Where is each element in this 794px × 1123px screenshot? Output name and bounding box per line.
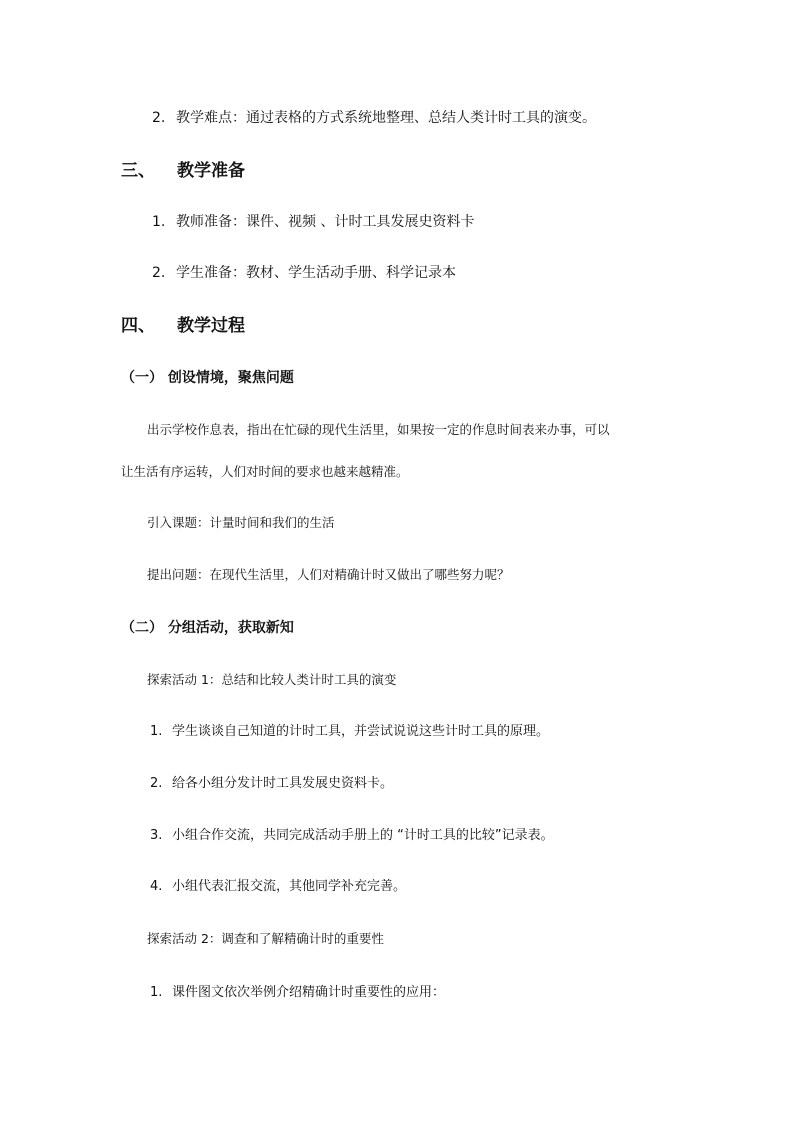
subsection-heading-2: （二） 分组活动，获取新知	[121, 620, 294, 636]
activity-step	[150, 986, 445, 999]
subsection-heading-1: （一） 创设情境，聚焦问题	[121, 370, 294, 386]
paragraph-intro: 引入课题：计量时间和我们的生活	[147, 515, 335, 530]
list-text: 学生谈谈自己知道的计时工具，并尝试说说这些计时工具的原理。	[172, 724, 550, 739]
list-number: 1.	[152, 214, 166, 230]
paragraph-question: 提出问题：在现代生活里，人们对精确计时又做出了哪些努力呢？	[147, 567, 510, 582]
list-text: 课件图文依次举例介绍精确计时重要性的应用：	[172, 985, 446, 1000]
activity-step	[150, 829, 554, 842]
list-number: 2.	[150, 776, 163, 791]
section-number: 三、	[121, 161, 155, 181]
section-heading-process	[121, 318, 245, 335]
section-title: 教学准备	[177, 161, 245, 181]
list-text: 教学难点：通过表格的方式系统地整理、总结人类计时工具的演变。	[176, 110, 596, 126]
section-title: 教学过程	[177, 316, 245, 336]
paragraph-line: 让生活有序运转，人们对时间的要求也越来越精准。	[121, 464, 409, 479]
prep-item-teacher	[152, 215, 474, 229]
section-number: 四、	[121, 316, 155, 336]
list-text: 小组代表汇报交流，其他同学补充完善。	[172, 879, 407, 894]
activity-title-2: 探索活动 2：调查和了解精确计时的重要性	[147, 931, 384, 946]
list-text: 小组合作交流，共同完成活动手册上的 “计时工具的比较”记录表。	[172, 828, 554, 843]
list-number: 2.	[152, 265, 166, 281]
list-text: 给各小组分发计时工具发展史资料卡。	[172, 776, 394, 791]
list-text: 教师准备：课件、视频 、计时工具发展史资料卡	[176, 214, 475, 230]
activity-step	[150, 880, 406, 893]
activity-step	[150, 725, 549, 738]
prep-item-student	[152, 266, 456, 280]
list-number: 4.	[150, 879, 163, 894]
section-heading-preparation	[121, 163, 245, 180]
paragraph-line: 出示学校作息表，指出在忙碌的现代生活里，如果按一定的作息时间表来办事，可以	[147, 422, 610, 437]
list-number: 1.	[150, 724, 163, 739]
teaching-difficulty-item	[152, 111, 596, 125]
list-number: 2.	[152, 110, 166, 126]
activity-title-1: 探索活动 1：总结和比较人类计时工具的演变	[147, 672, 397, 687]
list-number: 1.	[150, 985, 163, 1000]
activity-step	[150, 777, 393, 790]
list-text: 学生准备：教材、学生活动手册、科学记录本	[176, 265, 456, 281]
list-number: 3.	[150, 828, 163, 843]
